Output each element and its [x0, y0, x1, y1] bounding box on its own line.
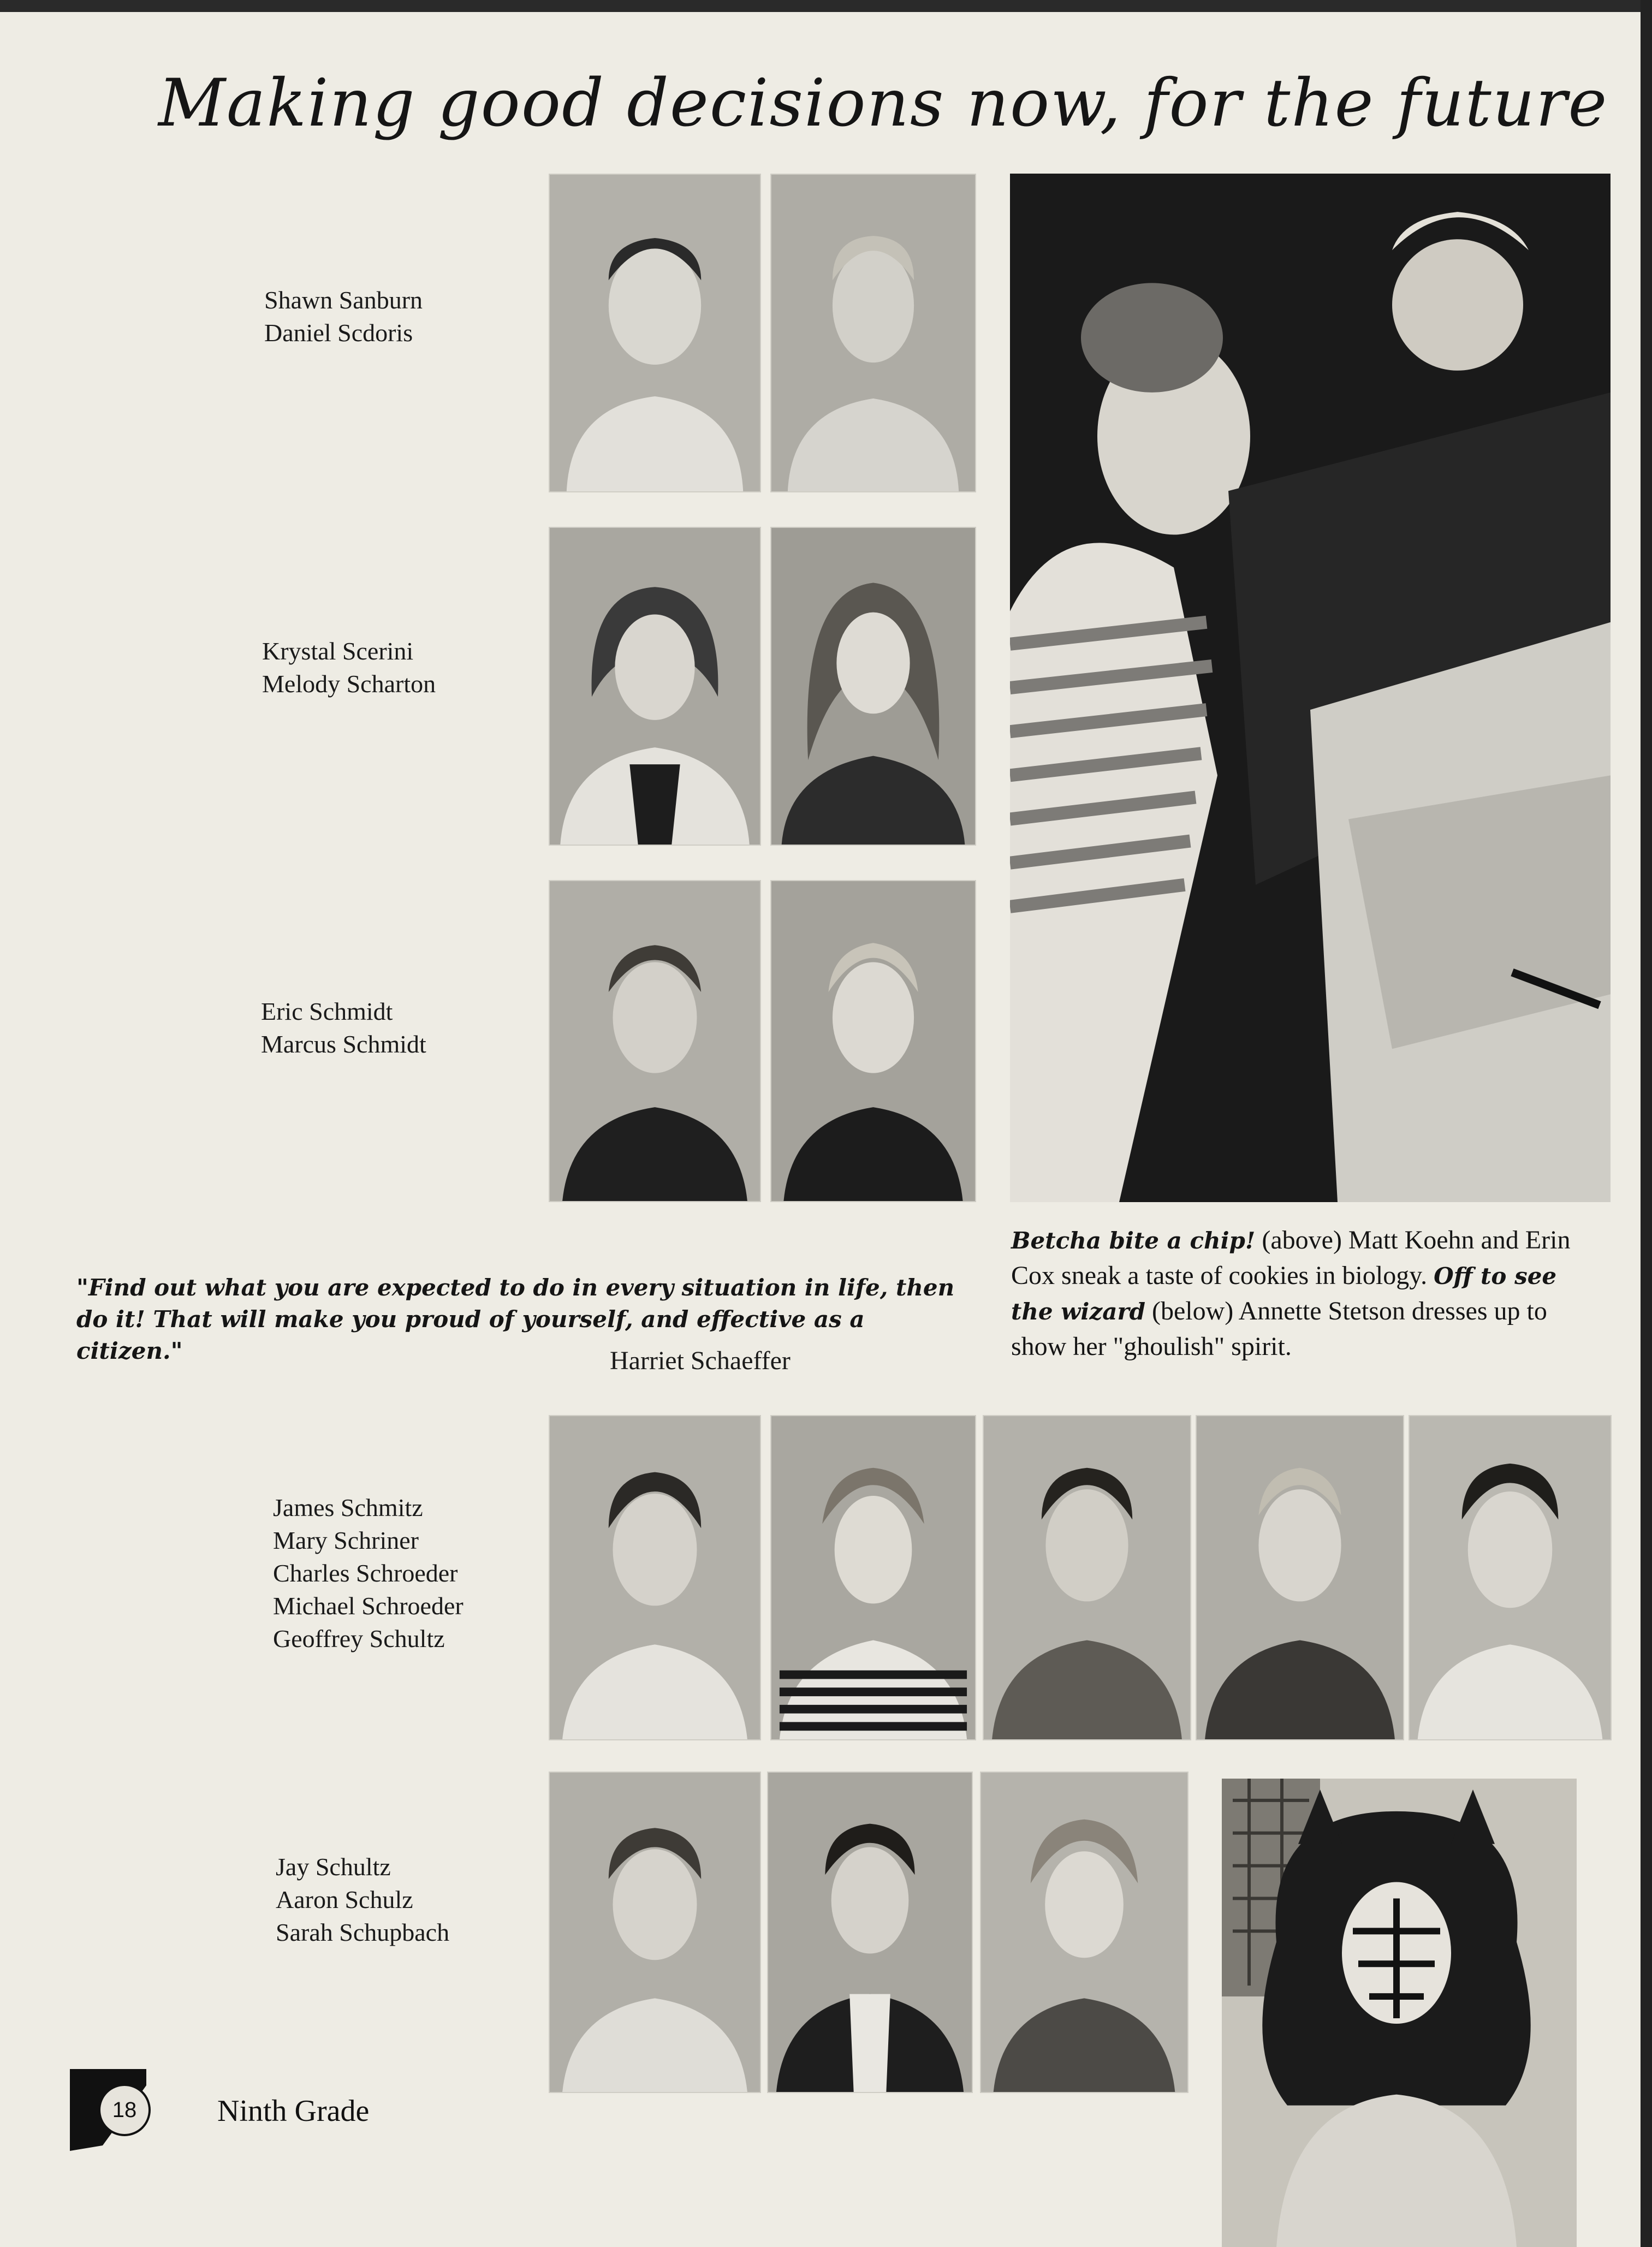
- student-name: Krystal Scerini: [262, 637, 414, 665]
- name-list-row-2: [262, 635, 436, 700]
- candid-photo-cookies: [1010, 174, 1611, 1202]
- name-list-row-4: [273, 1491, 463, 1655]
- portrait-photo: [549, 527, 761, 846]
- portrait-photo: [770, 527, 976, 846]
- student-name: Aaron Schulz: [276, 1886, 413, 1913]
- section-title: Ninth Grade: [217, 2094, 370, 2128]
- scan-right-edge: [1641, 0, 1652, 2247]
- student-name: Marcus Schmidt: [261, 1030, 426, 1058]
- student-name: Geoffrey Schultz: [273, 1625, 445, 1652]
- caption-heading-2: Off to see the wizard: [1011, 1263, 1557, 1325]
- portrait-photo: [1196, 1415, 1404, 1740]
- portrait-photo: [549, 880, 761, 1202]
- portrait-photo: [549, 1772, 761, 2093]
- caption-body-2: (below) Annette Stetson dresses up to show her "ghoulish" spirit.: [1011, 1297, 1547, 1361]
- candid-photo-costume: [1222, 1779, 1577, 2247]
- student-name: Daniel Scdoris: [264, 319, 413, 347]
- portrait-photo: [770, 1415, 976, 1740]
- quote-author: Harriet Schaeffer: [610, 1346, 791, 1375]
- student-name: Shawn Sanburn: [264, 286, 423, 314]
- portrait-photo: [980, 1772, 1189, 2093]
- photo-caption: [1011, 1223, 1606, 1364]
- portrait-photo: [549, 1415, 761, 1740]
- student-name: Melody Scharton: [262, 670, 436, 698]
- student-name: Mary Schriner: [273, 1526, 419, 1554]
- name-list-row-3: [261, 995, 426, 1061]
- caption-body-1: (above) Matt Koehn and Erin Cox sneak a taste of cookies in biology.: [1011, 1226, 1571, 1290]
- student-name: Michael Schroeder: [273, 1592, 463, 1620]
- portrait-photo: [770, 880, 976, 1202]
- portrait-photo: [767, 1772, 973, 2093]
- student-name: Jay Schultz: [276, 1853, 391, 1881]
- student-quote: "Find out what you are expected to do in every situation in life, then do it! That will make you proud of yourself, and effective as a citizen.": [76, 1274, 955, 1364]
- portrait-photo: [1409, 1415, 1612, 1740]
- student-name: Eric Schmidt: [261, 997, 393, 1025]
- page-title: Making good decisions now, for the future: [158, 66, 1608, 141]
- name-list-row-5: [276, 1851, 449, 1949]
- name-list-row-1: [264, 284, 423, 349]
- portrait-photo: [770, 174, 976, 492]
- portrait-photo: [549, 174, 761, 492]
- portrait-photo: [983, 1415, 1191, 1740]
- caption-heading-1: Betcha bite a chip!: [1011, 1227, 1256, 1254]
- student-name: Sarah Schupbach: [276, 1918, 450, 1946]
- student-name: Charles Schroeder: [273, 1559, 458, 1587]
- page-number: 18: [98, 2084, 151, 2136]
- student-name: James Schmitz: [273, 1494, 423, 1521]
- scan-top-edge: [0, 0, 1641, 12]
